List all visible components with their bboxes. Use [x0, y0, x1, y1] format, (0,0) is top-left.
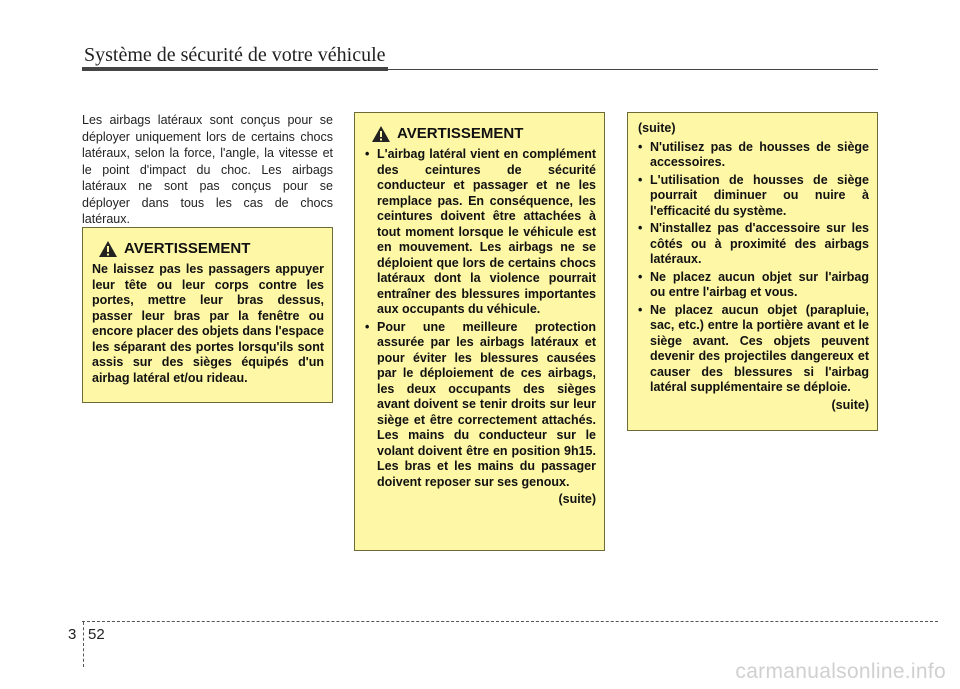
warning-box-2: [354, 112, 605, 551]
footer-rule: [82, 621, 938, 622]
list-item: • Ne placez aucun objet sur l'airbag ou entre l'airbag et vous.: [638, 269, 869, 299]
warning-box-3: [627, 112, 878, 431]
header-rule-thin: [388, 69, 878, 70]
warning-box-2-list: [365, 147, 596, 490]
page-title: Système de sécurité de votre véhicule: [84, 44, 386, 66]
intro-paragraph: Les airbags latéraux sont conçus pour se déployer uniquement lors de certains chocs latéraux, selon la force, l'angle, la vitesse et le point d'impact du choc. Les airbags latéraux ne sont pas conçus pour se déployer dans tous les cas de chocs latéraux.: [82, 113, 333, 226]
continued-label: (suite): [558, 492, 596, 506]
continued-label: (suite): [638, 121, 676, 135]
warning-triangle-icon: [98, 240, 118, 258]
warning-box-1-text: Ne laissez pas les passagers appuyer leur tête ou leur corps contre les portes, mettre leur bras dessus, passer leur bras par la fenêtre ou encore placer des objets dans l'espace les séparant des portes lorsqu'ils sont assis sur des sièges équipés d'un airbag latéral et/ou rideau.: [92, 262, 324, 385]
warning-box-2-header: [365, 125, 596, 143]
page-number: 52: [88, 626, 105, 643]
warning-box-3-list: [638, 140, 869, 396]
list-item: • N'installez pas d'accessoire sur les côtés ou à proximité des airbags latéraux.: [638, 221, 869, 266]
footer-divider: [83, 622, 84, 667]
header-rule-thick: [82, 67, 388, 71]
warning-box-1: [82, 227, 333, 403]
list-item: • Pour une meilleure protection assurée par les airbags latéraux et pour éviter les blessures causées par le déploiement de ces airbags, les deux occupants des sièges avant doivent se tenir droits sur leur siège et être correctement attachés. Les mains du conducteur sur le volant doivent être en position 9h15. Les bras et les mains du passager doivent reposer sur ses genoux.: [365, 319, 596, 489]
chapter-number: 3: [68, 626, 77, 643]
list-item: • Ne placez aucun objet (parapluie, sac, etc.) entre la portière avant et le siège avant. Ces objets peuvent devenir des projectiles dangereux et causer des blessures si l'airbag latéral supplémentaire se déploie.: [638, 302, 869, 394]
warning-box-1-title: AVERTISSEMENT: [124, 240, 251, 258]
warning-box-2-title: AVERTISSEMENT: [397, 125, 524, 143]
continued-label: (suite): [831, 397, 869, 412]
list-item: • L'utilisation de housses de siège pourrait diminuer ou nuire à l'efficacité du système.: [638, 172, 869, 218]
warning-box-1-header: [92, 240, 324, 258]
warning-triangle-icon: [371, 125, 391, 143]
watermark: carmanualsonline.info: [735, 660, 946, 683]
list-item: • L'airbag latéral vient en complément des ceintures de sécurité conducteur et passager et ne les remplace pas. En conséquence, les ceintures doivent être attachées à tout moment lorsque le véhicule est en mouvement. Les airbags ne se déploient que lors de certains chocs latéraux dont la violence pourrait entraîner des blessures importantes aux occupants du véhicule.: [365, 147, 596, 316]
list-item: • N'utilisez pas de housses de siège accessoires.: [638, 139, 869, 169]
